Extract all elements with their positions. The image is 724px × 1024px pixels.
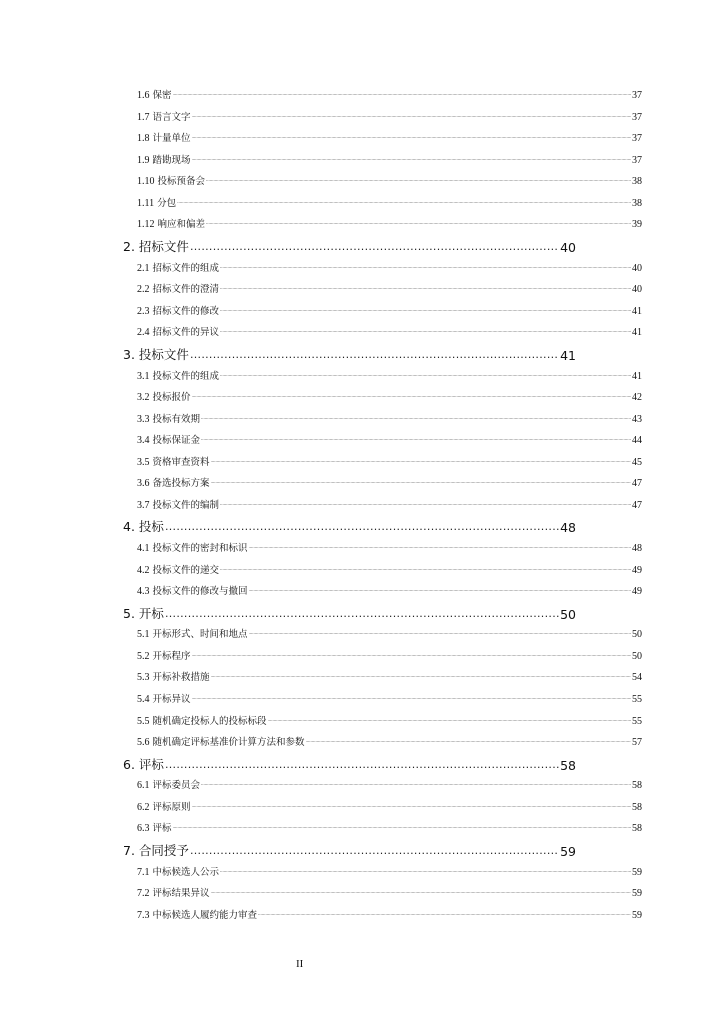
toc-entry-page-number: 50 bbox=[560, 607, 576, 622]
toc-entry-number: 5.1 bbox=[137, 629, 150, 640]
toc-section-entry[interactable] bbox=[137, 865, 642, 878]
toc-entry-title: 投标有效期 bbox=[152, 414, 201, 425]
toc-section-entry[interactable] bbox=[137, 174, 642, 187]
toc-entry-page-number: 59 bbox=[632, 867, 642, 878]
dot-leader bbox=[192, 390, 631, 403]
toc-section-entry[interactable] bbox=[137, 649, 642, 662]
dot-leader bbox=[211, 476, 631, 489]
toc-entry-page-number: 41 bbox=[632, 327, 642, 338]
toc-entry-label bbox=[137, 389, 191, 403]
toc-entry-label bbox=[137, 648, 191, 662]
dot-leader bbox=[192, 131, 631, 144]
toc-entry-page-number: 58 bbox=[560, 758, 576, 773]
toc-section-entry[interactable] bbox=[137, 692, 642, 705]
toc-entry-title: 投标文件的编制 bbox=[152, 500, 220, 511]
dot-leader bbox=[165, 757, 559, 773]
toc-entry-page-number: 44 bbox=[632, 435, 642, 446]
toc-entry-label bbox=[137, 303, 219, 317]
toc-chapter-entry[interactable] bbox=[123, 757, 576, 773]
toc-chapter-entry[interactable] bbox=[123, 239, 576, 255]
toc-entry-number: 5.5 bbox=[137, 716, 150, 727]
toc-section-entry[interactable] bbox=[137, 541, 642, 554]
toc-section-entry[interactable] bbox=[137, 563, 642, 576]
dot-leader bbox=[211, 886, 631, 899]
dot-leader bbox=[268, 714, 631, 727]
toc-section-entry[interactable] bbox=[137, 821, 642, 834]
toc-section-entry[interactable] bbox=[137, 908, 642, 921]
dot-leader bbox=[206, 174, 631, 187]
toc-entry-title: 评标委员会 bbox=[152, 780, 201, 791]
toc-entry-page-number: 43 bbox=[632, 414, 642, 425]
toc-entry-number: 2.1 bbox=[137, 263, 150, 274]
toc-entry-page-number: 49 bbox=[632, 565, 642, 576]
dot-leader bbox=[206, 217, 631, 230]
toc-entry-number: 1.12 bbox=[137, 219, 155, 230]
toc-entry-number: 1.6 bbox=[137, 90, 150, 101]
toc-entry-label bbox=[137, 734, 305, 748]
toc-entry-number: 6.2 bbox=[137, 802, 150, 813]
toc-entry-page-number: 54 bbox=[632, 672, 642, 683]
toc-entry-title: 投标 bbox=[138, 519, 164, 534]
toc-entry-title: 开标异议 bbox=[152, 694, 191, 705]
toc-entry-label bbox=[137, 475, 210, 489]
toc-entry-label bbox=[137, 799, 191, 813]
toc-entry-page-number: 42 bbox=[632, 392, 642, 403]
toc-entry-page-number: 45 bbox=[632, 457, 642, 468]
dot-leader bbox=[173, 88, 631, 101]
toc-entry-number: 5.4 bbox=[137, 694, 150, 705]
toc-entry-title: 随机确定评标基准价计算方法和参数 bbox=[152, 737, 305, 748]
toc-entry-page-number: 37 bbox=[632, 155, 642, 166]
toc-section-entry[interactable] bbox=[137, 325, 642, 338]
toc-section-entry[interactable] bbox=[137, 153, 642, 166]
toc-section-entry[interactable] bbox=[137, 476, 642, 489]
toc-entry-title: 合同授予 bbox=[138, 843, 189, 858]
toc-entry-number: 7.1 bbox=[137, 867, 150, 878]
toc-section-entry[interactable] bbox=[137, 369, 642, 382]
toc-entry-label bbox=[137, 864, 219, 878]
toc-entry-number: 2.3 bbox=[137, 306, 150, 317]
toc-entry-label bbox=[137, 281, 219, 295]
dot-leader bbox=[220, 304, 631, 317]
dot-leader bbox=[211, 670, 631, 683]
toc-entry-page-number: 58 bbox=[632, 780, 642, 791]
toc-entry-title: 计量单位 bbox=[152, 133, 191, 144]
toc-entry-page-number: 55 bbox=[632, 716, 642, 727]
toc-entry-title: 随机确定投标人的投标标段 bbox=[152, 716, 267, 727]
toc-entry-page-number: 41 bbox=[632, 371, 642, 382]
toc-section-entry[interactable] bbox=[137, 217, 642, 230]
toc-entry-title: 评标 bbox=[138, 757, 164, 772]
toc-entry-number: 3.2 bbox=[137, 392, 150, 403]
toc-section-entry[interactable] bbox=[137, 800, 642, 813]
toc-entry-label bbox=[137, 626, 248, 640]
dot-leader bbox=[306, 735, 631, 748]
toc-entry-label bbox=[123, 604, 164, 622]
toc-entry-title: 招标文件 bbox=[138, 239, 189, 254]
toc-entry-label bbox=[137, 691, 191, 705]
dot-leader bbox=[165, 606, 559, 622]
toc-entry-title: 投标文件的修改与撤回 bbox=[152, 586, 248, 597]
toc-chapter-entry[interactable] bbox=[123, 843, 576, 859]
toc-entry-title: 分包 bbox=[157, 198, 177, 209]
toc-entry-label bbox=[137, 87, 172, 101]
toc-entry-label bbox=[137, 669, 210, 683]
toc-entry-page-number: 48 bbox=[632, 543, 642, 554]
toc-entry-number: 7.3 bbox=[137, 910, 150, 921]
toc-entry-page-number: 59 bbox=[632, 910, 642, 921]
toc-entry-page-number: 55 bbox=[632, 694, 642, 705]
toc-entry-title: 保密 bbox=[152, 90, 172, 101]
toc-section-entry[interactable] bbox=[137, 670, 642, 683]
toc-entry-label bbox=[137, 777, 200, 791]
toc-section-entry[interactable] bbox=[137, 304, 642, 317]
toc-entry-page-number: 37 bbox=[632, 112, 642, 123]
toc-entry-number: 7.2 bbox=[137, 888, 150, 899]
dot-leader bbox=[165, 519, 559, 535]
dot-leader bbox=[192, 800, 631, 813]
toc-section-entry[interactable] bbox=[137, 498, 642, 511]
toc-entry-label bbox=[137, 540, 248, 554]
toc-section-entry[interactable] bbox=[137, 88, 642, 101]
toc-entry-number: 3.7 bbox=[137, 500, 150, 511]
dot-leader bbox=[190, 347, 559, 363]
toc-entry-title: 语言文字 bbox=[152, 112, 191, 123]
toc-entry-number: 2.4 bbox=[137, 327, 150, 338]
dot-leader bbox=[211, 455, 631, 468]
toc-chapter-entry[interactable] bbox=[123, 606, 576, 622]
toc-entry-page-number: 48 bbox=[560, 520, 576, 535]
toc-entry-title: 评标结果异议 bbox=[152, 888, 210, 899]
toc-section-entry[interactable] bbox=[137, 196, 642, 209]
dot-leader bbox=[192, 692, 631, 705]
dot-leader bbox=[258, 908, 631, 921]
toc-section-entry[interactable] bbox=[137, 433, 642, 446]
toc-entry-number: 3. bbox=[123, 347, 135, 362]
toc-entry-number: 3.1 bbox=[137, 371, 150, 382]
toc-section-entry[interactable] bbox=[137, 131, 642, 144]
toc-entry-number: 2.2 bbox=[137, 284, 150, 295]
toc-entry-label bbox=[137, 907, 257, 921]
toc-entry-number: 4.2 bbox=[137, 565, 150, 576]
toc-entry-number: 4. bbox=[123, 519, 135, 534]
toc-section-entry[interactable] bbox=[137, 584, 642, 597]
toc-entry-number: 1.10 bbox=[137, 176, 155, 187]
toc-entry-title: 开标补救措施 bbox=[152, 672, 210, 683]
toc-section-entry[interactable] bbox=[137, 886, 642, 899]
toc-entry-title: 中标候选人公示 bbox=[152, 867, 220, 878]
toc-entry-label bbox=[137, 885, 210, 899]
toc-entry-page-number: 40 bbox=[632, 263, 642, 274]
toc-entry-title: 招标文件的修改 bbox=[152, 306, 220, 317]
toc-entry-page-number: 40 bbox=[632, 284, 642, 295]
toc-entry-label bbox=[137, 497, 219, 511]
toc-entry-number: 3.4 bbox=[137, 435, 150, 446]
dot-leader bbox=[177, 196, 631, 209]
toc-entry-title: 投标预备会 bbox=[157, 176, 206, 187]
toc-entry-label bbox=[137, 454, 210, 468]
toc-entry-number: 1.9 bbox=[137, 155, 150, 166]
toc-entry-page-number: 39 bbox=[632, 219, 642, 230]
toc-entry-title: 投标文件的递交 bbox=[152, 565, 220, 576]
toc-entry-page-number: 49 bbox=[632, 586, 642, 597]
dot-leader bbox=[192, 649, 631, 662]
toc-entry-page-number: 59 bbox=[560, 844, 576, 859]
dot-leader bbox=[220, 261, 631, 274]
toc-entry-number: 5.6 bbox=[137, 737, 150, 748]
toc-entry-page-number: 58 bbox=[632, 802, 642, 813]
toc-entry-page-number: 57 bbox=[632, 737, 642, 748]
toc-entry-title: 投标文件的组成 bbox=[152, 371, 220, 382]
dot-leader bbox=[190, 843, 559, 859]
toc-entry-label bbox=[137, 130, 191, 144]
dot-leader bbox=[173, 821, 631, 834]
toc-section-entry[interactable] bbox=[137, 282, 642, 295]
dot-leader bbox=[220, 282, 631, 295]
toc-entry-title: 招标文件的异议 bbox=[152, 327, 220, 338]
toc-chapter-entry[interactable] bbox=[123, 519, 576, 535]
toc-entry-title: 开标形式、时间和地点 bbox=[152, 629, 248, 640]
toc-entry-label bbox=[137, 713, 267, 727]
toc-entry-number: 3.3 bbox=[137, 414, 150, 425]
toc-entry-page-number: 37 bbox=[632, 90, 642, 101]
toc-entry-title: 资格审查资料 bbox=[152, 457, 210, 468]
toc-entry-label bbox=[137, 411, 200, 425]
toc-entry-label bbox=[137, 583, 248, 597]
toc-entry-page-number: 47 bbox=[632, 478, 642, 489]
dot-leader bbox=[220, 498, 631, 511]
toc-entry-label bbox=[137, 562, 219, 576]
toc-section-entry[interactable] bbox=[137, 778, 642, 791]
toc-section-entry[interactable] bbox=[137, 412, 642, 425]
toc-entry-label bbox=[137, 324, 219, 338]
toc-entry-page-number: 41 bbox=[560, 348, 576, 363]
toc-entry-title: 投标报价 bbox=[152, 392, 191, 403]
toc-entry-page-number: 38 bbox=[632, 198, 642, 209]
toc-entry-page-number: 59 bbox=[632, 888, 642, 899]
toc-entry-page-number: 40 bbox=[560, 240, 576, 255]
dot-leader bbox=[220, 865, 631, 878]
toc-chapter-entry[interactable] bbox=[123, 347, 576, 363]
toc-entry-title: 备选投标方案 bbox=[152, 478, 210, 489]
toc-entry-title: 中标候选人履约能力审查 bbox=[152, 910, 258, 921]
dot-leader bbox=[249, 584, 631, 597]
toc-entry-label bbox=[123, 517, 164, 535]
toc-section-entry[interactable] bbox=[137, 261, 642, 274]
toc-entry-label bbox=[137, 216, 205, 230]
dot-leader bbox=[201, 778, 631, 791]
toc-entry-number: 6. bbox=[123, 757, 135, 772]
page-number: II bbox=[296, 958, 304, 970]
toc-entry-title: 评标 bbox=[152, 823, 172, 834]
dot-leader bbox=[201, 412, 631, 425]
toc-entry-label bbox=[123, 237, 189, 255]
toc-entry-page-number: 50 bbox=[632, 629, 642, 640]
toc-entry-number: 6.1 bbox=[137, 780, 150, 791]
toc-entry-label bbox=[123, 841, 189, 859]
toc-entry-number: 4.1 bbox=[137, 543, 150, 554]
toc-entry-number: 1.11 bbox=[137, 198, 155, 209]
toc-entry-title: 招标文件的澄清 bbox=[152, 284, 220, 295]
toc-entry-title: 投标文件 bbox=[138, 347, 189, 362]
toc-entry-title: 开标 bbox=[138, 606, 164, 621]
toc-entry-title: 招标文件的组成 bbox=[152, 263, 220, 274]
toc-entry-page-number: 37 bbox=[632, 133, 642, 144]
toc-entry-title: 投标保证金 bbox=[152, 435, 201, 446]
toc-entry-title: 踏勘现场 bbox=[152, 155, 191, 166]
toc-entry-label bbox=[137, 109, 191, 123]
dot-leader bbox=[249, 541, 631, 554]
toc-entry-label bbox=[137, 820, 172, 834]
toc-entry-label bbox=[137, 195, 176, 209]
toc-section-entry[interactable] bbox=[137, 735, 642, 748]
toc-entry-label bbox=[123, 755, 164, 773]
toc-entry-page-number: 47 bbox=[632, 500, 642, 511]
toc-section-entry[interactable] bbox=[137, 627, 642, 640]
dot-leader bbox=[220, 325, 631, 338]
toc-entry-number: 3.5 bbox=[137, 457, 150, 468]
toc-entry-label bbox=[123, 345, 189, 363]
toc-entry-number: 2. bbox=[123, 239, 135, 254]
toc-section-entry[interactable] bbox=[137, 455, 642, 468]
dot-leader bbox=[190, 239, 559, 255]
toc-entry-title: 评标原则 bbox=[152, 802, 191, 813]
toc-entry-page-number: 58 bbox=[632, 823, 642, 834]
toc-entry-label bbox=[137, 432, 200, 446]
toc-entry-number: 1.7 bbox=[137, 112, 150, 123]
toc-entry-number: 4.3 bbox=[137, 586, 150, 597]
dot-leader bbox=[201, 433, 631, 446]
toc-entry-label bbox=[137, 152, 191, 166]
toc-entry-page-number: 38 bbox=[632, 176, 642, 187]
toc-entry-number: 5.3 bbox=[137, 672, 150, 683]
toc-entry-title: 投标文件的密封和标识 bbox=[152, 543, 248, 554]
toc-section-entry[interactable] bbox=[137, 110, 642, 123]
toc-entry-title: 响应和偏差 bbox=[157, 219, 206, 230]
dot-leader bbox=[249, 627, 631, 640]
toc-entry-number: 1.8 bbox=[137, 133, 150, 144]
toc-entry-number: 5.2 bbox=[137, 651, 150, 662]
toc-entry-label bbox=[137, 260, 219, 274]
toc-entry-number: 3.6 bbox=[137, 478, 150, 489]
toc-entry-title: 开标程序 bbox=[152, 651, 191, 662]
dot-leader bbox=[192, 153, 631, 166]
dot-leader bbox=[220, 563, 631, 576]
toc-section-entry[interactable] bbox=[137, 714, 642, 727]
toc-entry-page-number: 41 bbox=[632, 306, 642, 317]
dot-leader bbox=[220, 369, 631, 382]
dot-leader bbox=[192, 110, 631, 123]
toc-entry-label bbox=[137, 368, 219, 382]
toc-entry-number: 7. bbox=[123, 843, 135, 858]
toc-section-entry[interactable] bbox=[137, 390, 642, 403]
toc-entry-page-number: 50 bbox=[632, 651, 642, 662]
toc-entry-label bbox=[137, 173, 205, 187]
toc-entry-number: 6.3 bbox=[137, 823, 150, 834]
toc-entry-number: 5. bbox=[123, 606, 135, 621]
